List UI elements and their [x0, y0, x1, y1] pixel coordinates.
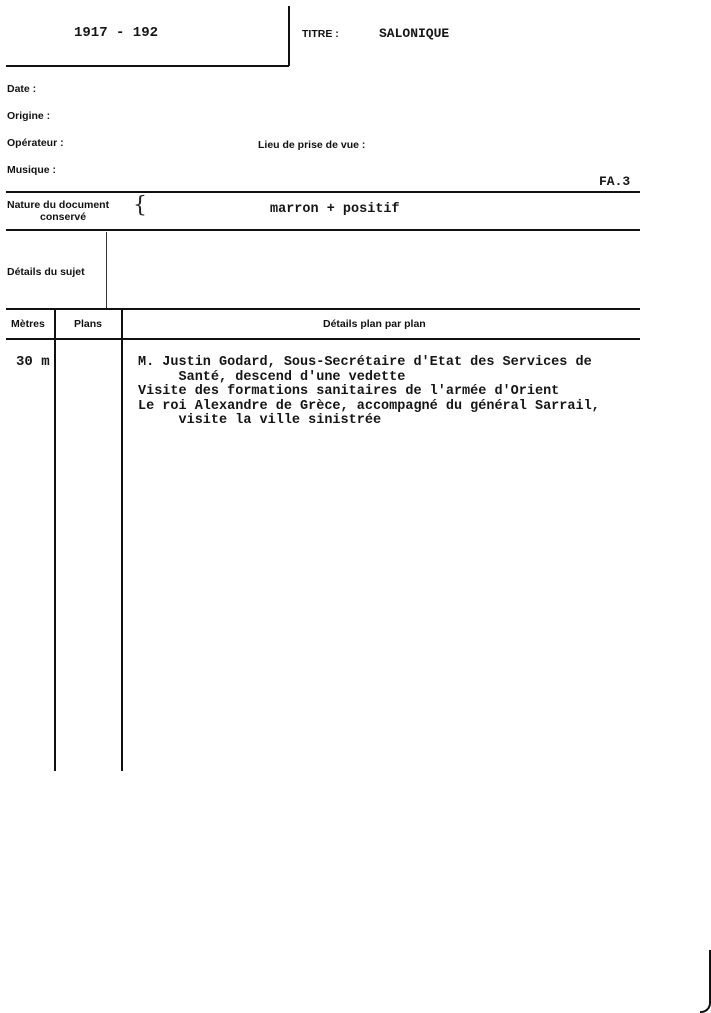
- nature-value: marron + positif: [270, 202, 400, 217]
- table-header-rule: [6, 338, 640, 340]
- sujet-brace-line: [106, 232, 107, 308]
- plan-line: Le roi Alexandre de Grèce, accompagné du général Sarrail,: [138, 399, 600, 414]
- metres-value: 30 m: [16, 354, 50, 370]
- header-vertical-rule: [288, 6, 290, 66]
- plan-line: visite la ville sinistrée: [138, 413, 382, 428]
- document-code: FA.3: [599, 174, 631, 189]
- nature-label-line2: conservé: [40, 211, 87, 223]
- nature-label-line1: Nature du document: [7, 199, 110, 211]
- header-plans: Plans: [74, 318, 103, 330]
- nature-bottom-rule: [6, 229, 640, 231]
- page-edge: [700, 950, 711, 1013]
- header-details-plan-par-plan: Détails plan par plan: [323, 318, 426, 330]
- lieu-de-prise-de-vue-label: Lieu de prise de vue :: [258, 139, 366, 151]
- plan-line: Santé, descend d'une vedette: [138, 370, 406, 385]
- nature-brace-icon: {: [133, 193, 147, 218]
- column-rule-plans: [121, 309, 123, 771]
- nature-top-rule: [6, 191, 640, 193]
- plan-line: Visite des formations sanitaires de l'armée d'Orient: [138, 384, 560, 399]
- reference-number: 1917 - 192: [74, 25, 159, 41]
- musique-label: Musique :: [7, 164, 56, 176]
- details-sujet-label: Détails du sujet: [7, 266, 85, 278]
- sujet-bottom-rule: [6, 308, 640, 310]
- plan-line: M. Justin Godard, Sous-Secrétaire d'Etat des Services de: [138, 355, 592, 370]
- header-metres: Mètres: [11, 318, 45, 330]
- date-label: Date :: [7, 83, 37, 95]
- header-bottom-rule: [6, 65, 289, 67]
- column-rule-metres: [54, 309, 56, 771]
- origine-label: Origine :: [7, 110, 51, 122]
- operateur-label: Opérateur :: [7, 137, 64, 149]
- titre-value: SALONIQUE: [379, 26, 450, 41]
- titre-label: TITRE :: [302, 28, 339, 40]
- nature-label: [7, 199, 109, 223]
